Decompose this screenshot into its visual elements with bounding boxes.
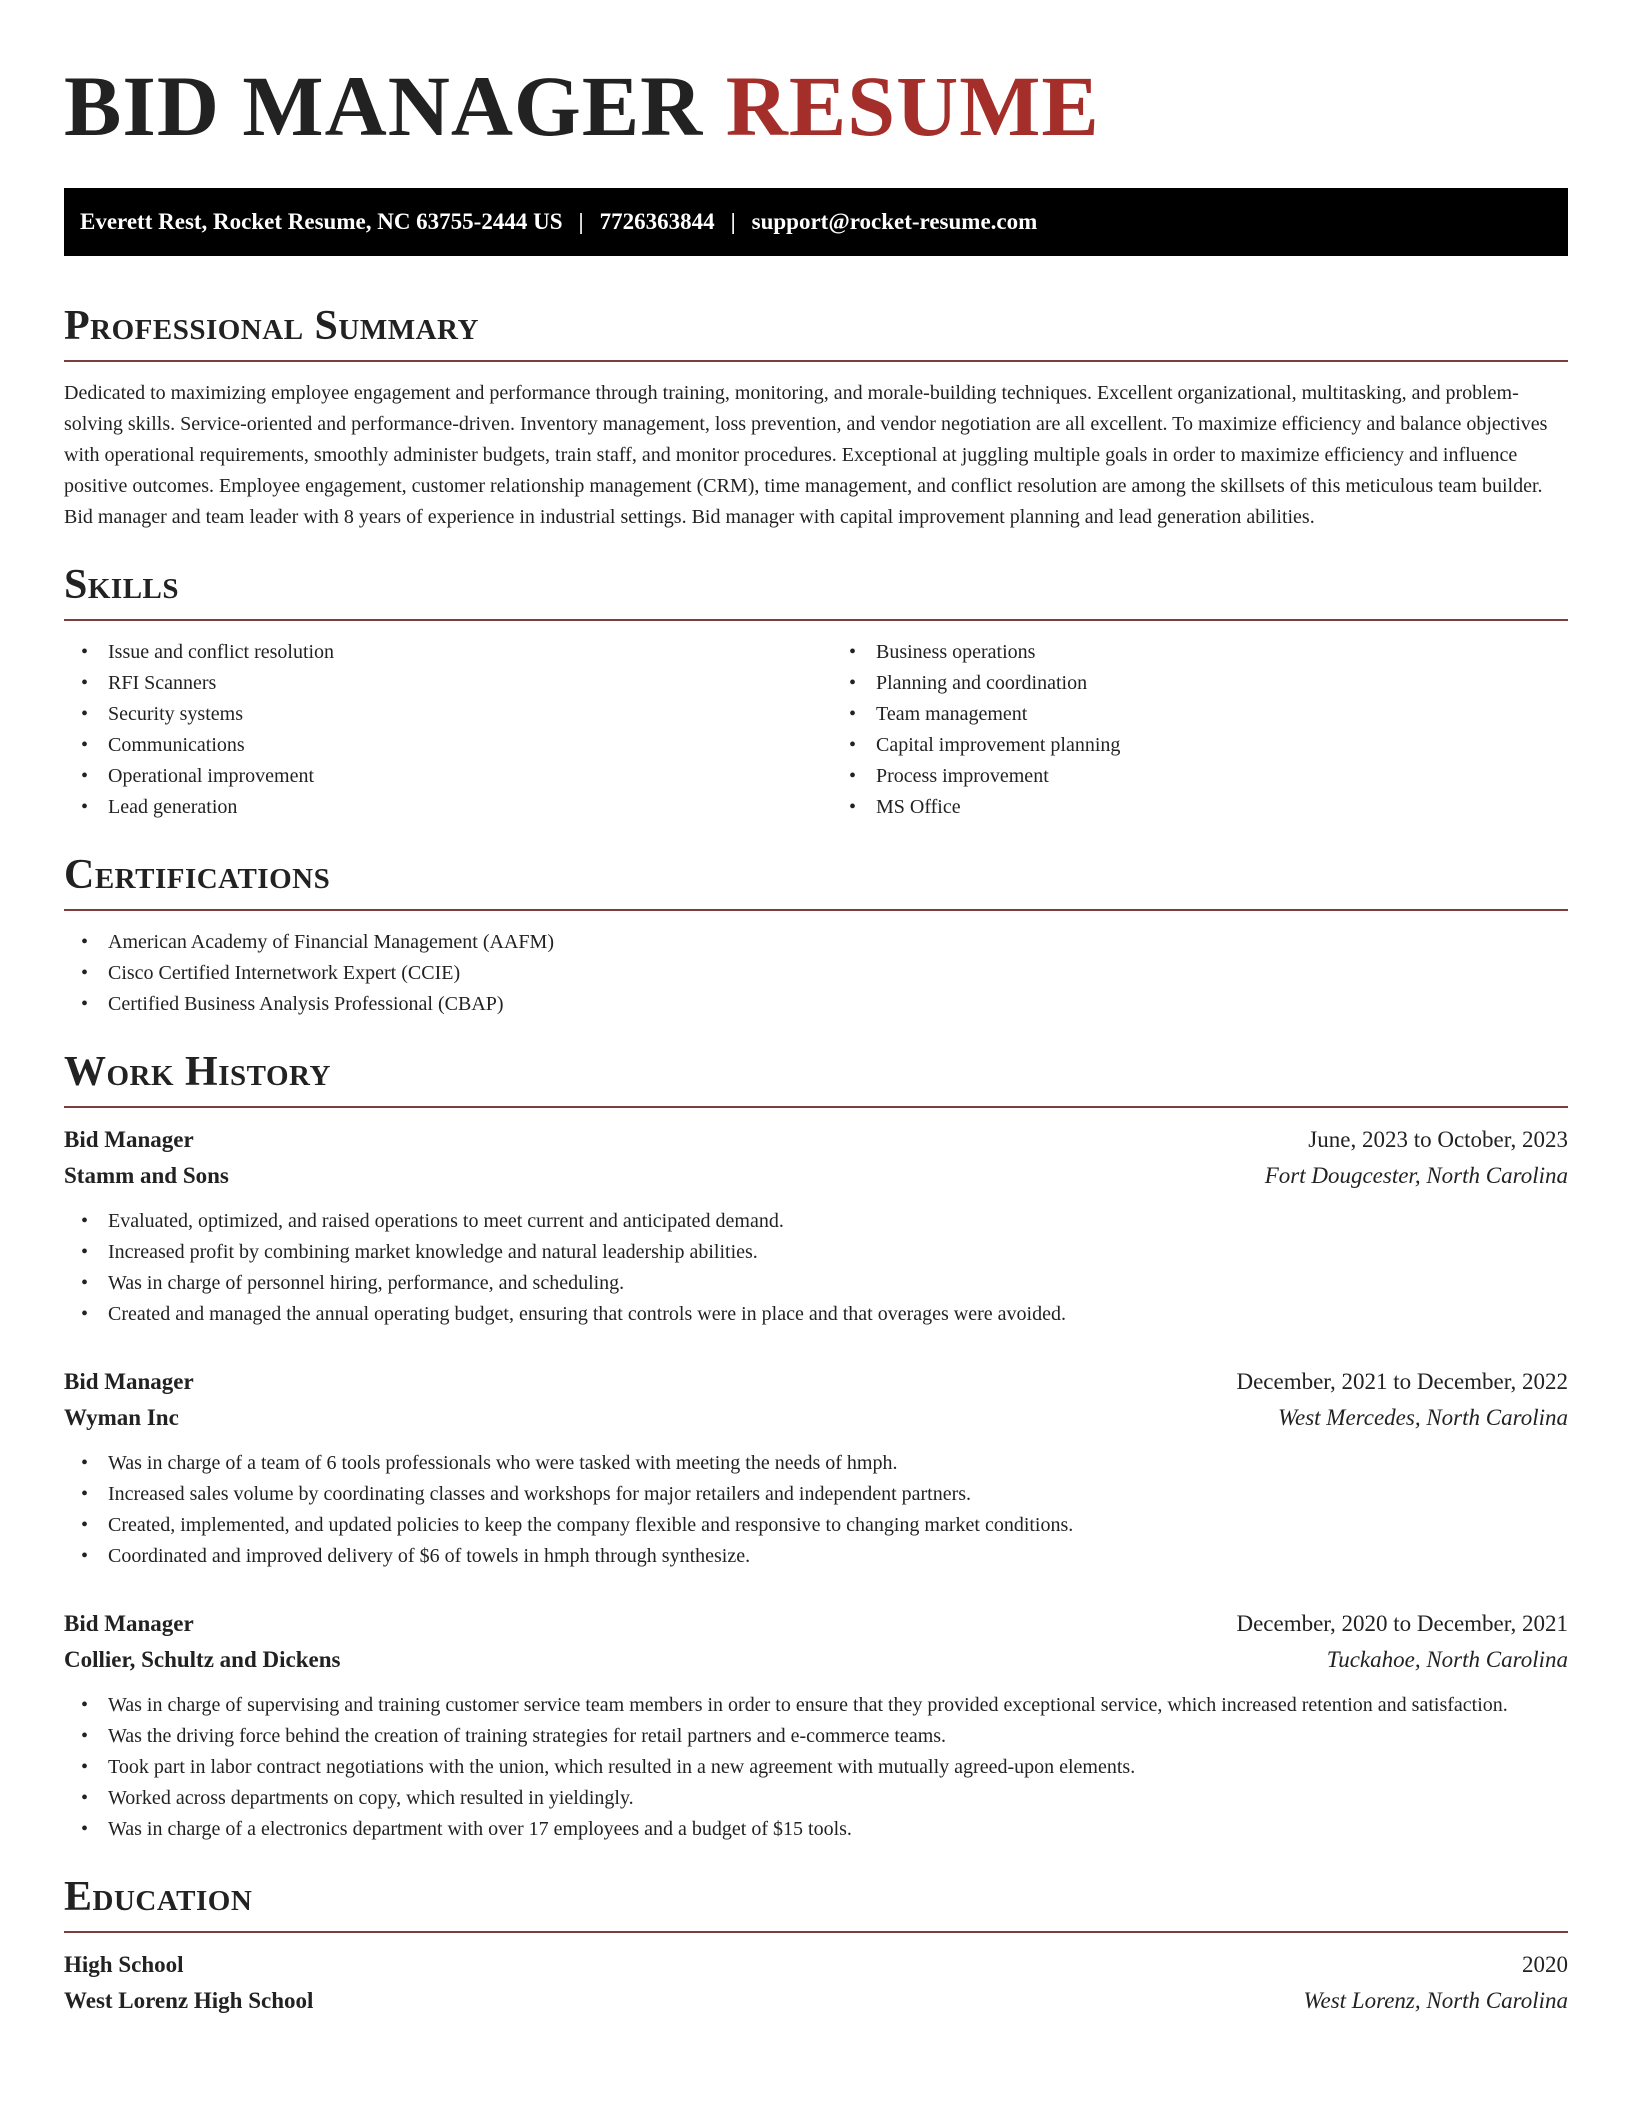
job-dates: December, 2020 to December, 2021 — [1236, 1611, 1568, 1636]
skill-item: • Issue and conflict resolution — [64, 637, 816, 668]
education-school: West Lorenz High School — [64, 1988, 314, 2013]
section-title-work: Work History — [64, 1049, 331, 1095]
skill-item: • Lead generation — [64, 792, 816, 823]
section-divider — [64, 1931, 1568, 1933]
section-divider — [64, 619, 1568, 621]
job-bullet: • Increased profit by combining market knowledge and natural leadership abilities. — [64, 1237, 1568, 1268]
job-header-row — [64, 1122, 1568, 1158]
job-company-row — [64, 1642, 1568, 1678]
certifications-section — [64, 849, 1568, 1020]
section-title-skills: Skills — [64, 562, 180, 608]
certifications-list — [64, 927, 1568, 1020]
skill-item: • MS Office — [832, 792, 1568, 823]
skills-list-left — [64, 637, 816, 823]
section-divider — [64, 360, 1568, 362]
certification-item: • American Academy of Financial Management (AAFM) — [64, 927, 1568, 958]
job-entry — [64, 1364, 1568, 1572]
summary-section — [64, 300, 1568, 533]
contact-separator: | — [578, 209, 584, 234]
education-section — [64, 1871, 1568, 2019]
job-bullet: • Created and managed the annual operating budget, ensuring that controls were in place and that overages were avoided. — [64, 1299, 1568, 1330]
job-bullet: • Took part in labor contract negotiations with the union, which resulted in a new agreement with mutually agreed-upon elements. — [64, 1752, 1568, 1783]
skill-item: • Process improvement — [832, 761, 1568, 792]
contact-separator: | — [730, 209, 736, 234]
work-section — [64, 1046, 1568, 1845]
job-entry — [64, 1122, 1568, 1330]
job-company: Wyman Inc — [64, 1405, 179, 1430]
job-title: Bid Manager — [64, 1127, 194, 1152]
skill-item: • Planning and coordination — [832, 668, 1568, 699]
skill-item: • Communications — [64, 730, 816, 761]
job-title: Bid Manager — [64, 1369, 194, 1394]
summary-text: Dedicated to maximizing employee engagement and performance through training, monitoring, and morale-building techniques. Excellent organizational, multitasking, and problem-solving skills. Service-oriented and performance-driven. Inventory management, loss prevention, and vendor negotiation are all excellent. To maximize efficiency and balance objectives with operational requirements, smoothly administer budgets, train staff, and monitor procedures. Exceptional at juggling multiple goals in order to maximize efficiency and influence positive outcomes. Employee engagement, customer relationship management (CRM), time management, and conflict resolution are among the skillsets of this meticulous team builder. Bid manager and team leader with 8 years of experience in industrial settings. Bid manager with capital improvement planning and lead generation abilities. — [64, 382, 1548, 528]
certification-item: • Cisco Certified Internetwork Expert (CCIE) — [64, 958, 1568, 989]
job-entry — [64, 1606, 1568, 1845]
job-bullet: • Was the driving force behind the creation of training strategies for retail partners and e-commerce teams. — [64, 1721, 1568, 1752]
job-title: Bid Manager — [64, 1611, 194, 1636]
title-accent: RESUME — [725, 58, 1100, 154]
education-degree: High School — [64, 1952, 184, 1977]
education-header-row — [64, 1947, 1568, 1983]
job-bullet: • Worked across departments on copy, which resulted in yieldingly. — [64, 1783, 1568, 1814]
section-divider — [64, 909, 1568, 911]
skill-item: • Business operations — [832, 637, 1568, 668]
job-bullet: • Increased sales volume by coordinating classes and workshops for major retailers and independent partners. — [64, 1479, 1568, 1510]
job-dates: June, 2023 to October, 2023 — [1308, 1127, 1568, 1152]
section-title-certifications: Certifications — [64, 852, 331, 898]
job-bullet: • Coordinated and improved delivery of $6 of towels in hmph through synthesize. — [64, 1541, 1568, 1572]
skills-list-right — [816, 637, 1568, 823]
job-bullet: • Was in charge of supervising and training customer service team members in order to ensure that they provided exceptional service, which increased retention and satisfaction. — [64, 1690, 1568, 1721]
job-company: Collier, Schultz and Dickens — [64, 1647, 341, 1672]
education-entry — [64, 1947, 1568, 2019]
contact-bar — [64, 188, 1568, 256]
skill-item: • RFI Scanners — [64, 668, 816, 699]
job-company-row — [64, 1400, 1568, 1436]
education-year: 2020 — [1522, 1952, 1568, 1977]
education-school-row — [64, 1983, 1568, 2019]
job-location: West Mercedes, North Carolina — [1277, 1405, 1568, 1430]
skills-grid — [64, 637, 1568, 823]
skill-item: • Operational improvement — [64, 761, 816, 792]
skill-item: • Capital improvement planning — [832, 730, 1568, 761]
title-main: BID MANAGER — [64, 58, 704, 154]
job-bullet: • Evaluated, optimized, and raised operations to meet current and anticipated demand. — [64, 1206, 1568, 1237]
job-bullets — [64, 1690, 1568, 1845]
job-dates: December, 2021 to December, 2022 — [1236, 1369, 1568, 1394]
job-bullets — [64, 1206, 1568, 1330]
job-bullet: • Was in charge of personnel hiring, performance, and scheduling. — [64, 1268, 1568, 1299]
skill-item: • Security systems — [64, 699, 816, 730]
job-bullet: • Was in charge of a team of 6 tools professionals who were tasked with meeting the needs of hmph. — [64, 1448, 1568, 1479]
education-location: West Lorenz, North Carolina — [1303, 1988, 1568, 2013]
job-bullets — [64, 1448, 1568, 1572]
contact-address: Everett Rest, Rocket Resume, NC 63755-2444 US — [80, 209, 563, 234]
section-title-education: Education — [64, 1874, 253, 1920]
job-company: Stamm and Sons — [64, 1163, 229, 1188]
job-header-row — [64, 1606, 1568, 1642]
contact-email: support@rocket-resume.com — [751, 209, 1038, 234]
page-title — [64, 0, 1568, 154]
job-company-row — [64, 1158, 1568, 1194]
contact-phone: 7726363844 — [599, 209, 715, 234]
section-title-summary: Professional Summary — [64, 303, 479, 349]
job-bullet: • Created, implemented, and updated policies to keep the company flexible and responsive to changing market conditions. — [64, 1510, 1568, 1541]
certification-item: • Certified Business Analysis Professional (CBAP) — [64, 989, 1568, 1020]
job-location: Tuckahoe, North Carolina — [1326, 1647, 1568, 1672]
skill-item: • Team management — [832, 699, 1568, 730]
job-bullet: • Was in charge of a electronics department with over 17 employees and a budget of $15 tools. — [64, 1814, 1568, 1845]
job-header-row — [64, 1364, 1568, 1400]
skills-section — [64, 559, 1568, 823]
job-location: Fort Dougcester, North Carolina — [1264, 1163, 1568, 1188]
section-divider — [64, 1106, 1568, 1108]
